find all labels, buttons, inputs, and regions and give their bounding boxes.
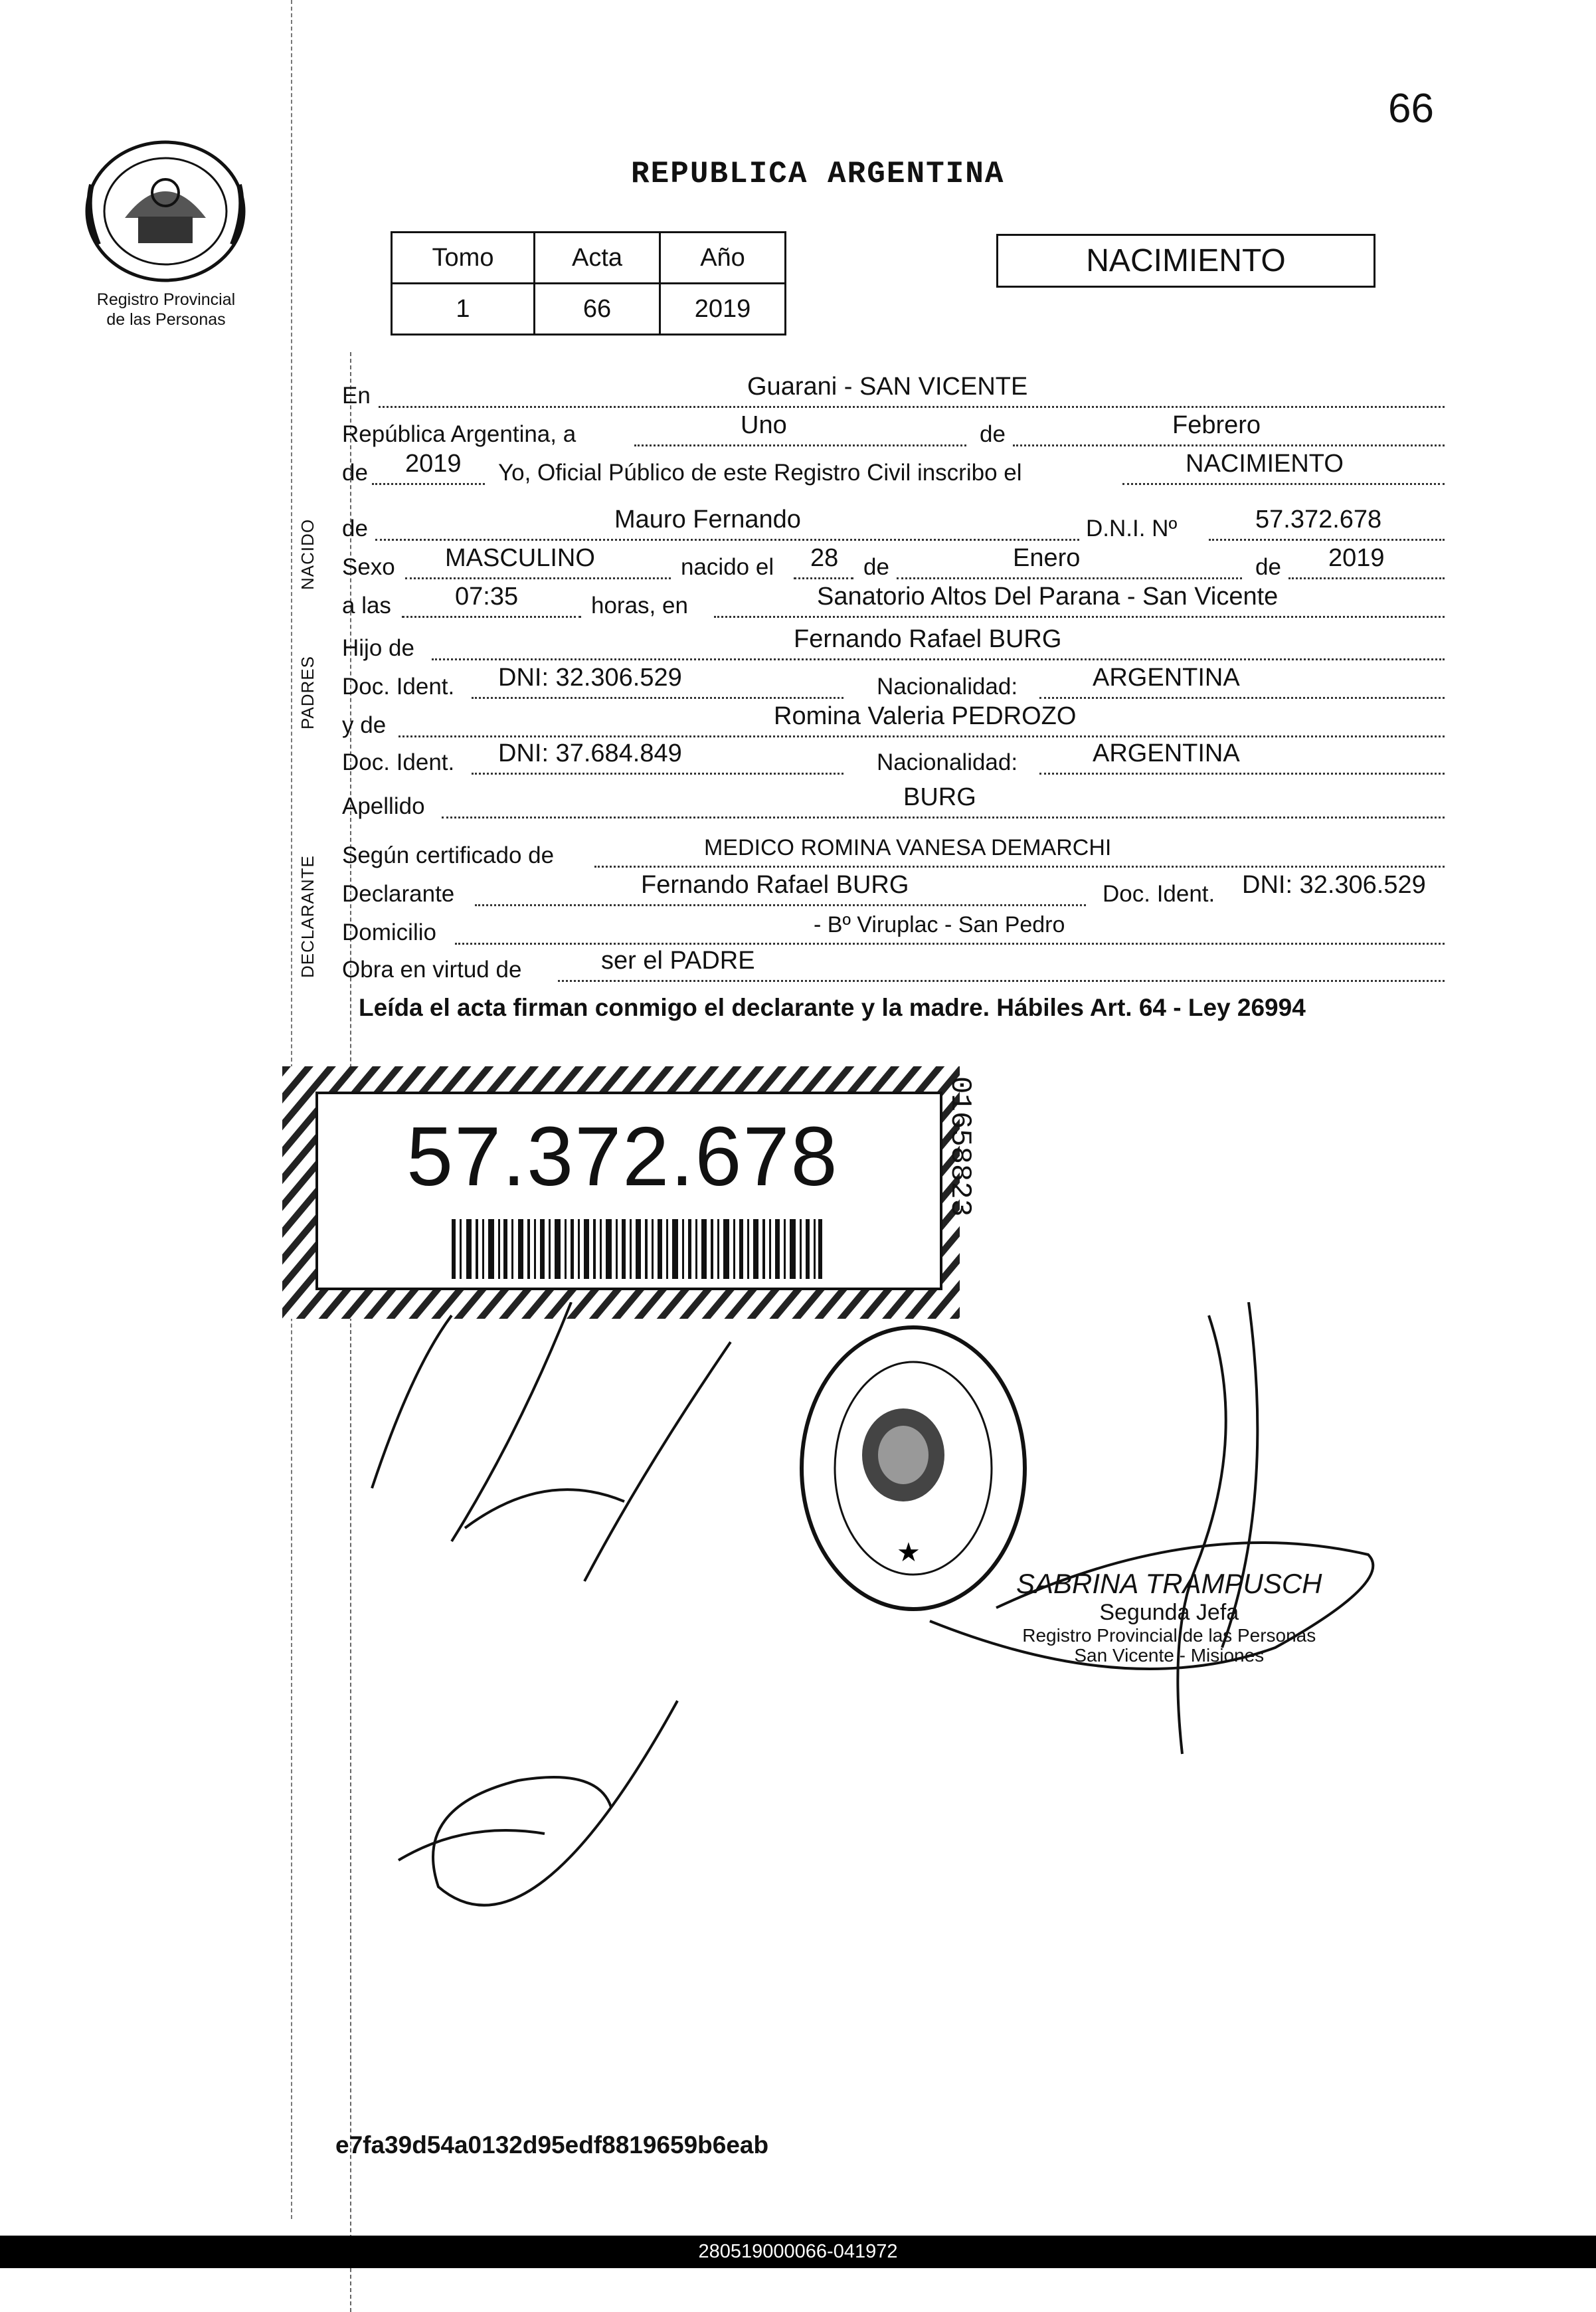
label-obra-en-virtud: Obra en virtud de [342,957,522,983]
label-dni: D.N.I. Nº [1086,516,1178,541]
label-de-5: de [1255,554,1281,580]
row-inscribo [342,449,1438,489]
value-certificado: MEDICO ROMINA VANESA DEMARCHI [704,835,1112,860]
value-sexo: MASCULINO [445,544,595,572]
value-tipo-inscripcion: NACIMIENTO [1186,450,1344,478]
row-sexo [342,543,1438,583]
label-horas-en: horas, en [591,593,688,619]
value-apellido: BURG [903,783,976,811]
value-nacionalidad-padre: ARGENTINA [1093,664,1240,692]
row-obra [342,946,1438,986]
label-en: En [342,383,371,409]
signatory-org-1: Registro Provincial de las Personas [1022,1625,1316,1646]
row-nombre [342,505,1438,545]
value-doc-padre: DNI: 32.306.529 [498,664,682,692]
signature-block [1016,1568,1322,1666]
value-obra: ser el PADRE [601,947,755,975]
header-anio: Año [660,233,786,284]
page-number: 66 [1388,86,1434,132]
section-label-padres: PADRES [298,656,317,729]
label-de-1: de [980,421,1006,447]
label-apellido: Apellido [342,793,425,819]
value-dia-nacimiento: 28 [810,544,839,572]
label-a-las: a las [342,593,391,619]
label-declarante: Declarante [342,881,455,907]
row-domicilio [342,909,1438,949]
closing-statement: Leída el acta firman conmigo el declarante y la madre. Hábiles Art. 64 - Ley 26994 [359,994,1306,1021]
record-table [391,231,786,336]
value-doc-declarante: DNI: 32.306.529 [1242,871,1426,899]
signatory-org-2: San Vicente - Misiones [1074,1645,1265,1666]
row-republica [342,411,1438,450]
label-de-2: de [342,460,368,486]
label-nacionalidad-2: Nacionalidad: [877,749,1018,775]
row-en [342,372,1438,412]
row-padre [342,625,1438,664]
dni-barcode [452,1219,824,1279]
country-title: REPUBLICA ARGENTINA [631,157,1005,191]
footer-code-bar: 280519000066-041972 [0,2236,1596,2268]
value-nacionalidad-madre: ARGENTINA [1093,739,1240,767]
label-inscribo: Yo, Oficial Público de este Registro Civil inscribo el [498,460,1022,486]
value-anio-inscripcion: 2019 [405,450,462,478]
value-declarante: Fernando Rafael BURG [641,871,909,899]
dni-serial-number: 01658823 [943,1076,976,1217]
svg-text:★: ★ [897,1538,921,1567]
value-mes: Febrero [1172,411,1261,439]
record-type-box: NACIMIENTO [996,234,1375,288]
label-de-3: de [342,516,368,541]
value-doc-madre: DNI: 37.684.849 [498,739,682,767]
provincia-misiones-seal-logo [78,138,252,290]
value-anio: 2019 [660,284,786,335]
label-doc-ident-2: Doc. Ident. [342,749,455,775]
value-lugar-nacimiento: Sanatorio Altos Del Parana - San Vicente [817,583,1279,611]
row-madre [342,702,1438,741]
label-hijo-de: Hijo de [342,635,414,661]
label-doc-ident-1: Doc. Ident. [342,674,455,700]
registry-label [66,290,266,330]
label-nacido-el: nacido el [681,554,774,580]
section-label-nacido: NACIDO [298,518,317,590]
value-dni: 57.372.678 [1255,506,1382,533]
label-y-de: y de [342,712,387,738]
row-doc-padre [342,663,1438,703]
row-declarante [342,870,1438,910]
value-nombre: Mauro Fernando [614,506,801,533]
document-hash: e7fa39d54a0132d95edf8819659b6eab [335,2131,769,2159]
label-segun-certificado: Según certificado de [342,842,555,868]
header-acta: Acta [535,233,660,284]
signatory-name: SABRINA TRAMPUSCH [1016,1568,1322,1599]
row-apellido [342,783,1438,822]
label-de-4: de [863,554,889,580]
registry-line-1: Registro Provincial [96,290,236,309]
value-lugar-inscripcion: Guarani - SAN VICENTE [747,373,1028,401]
dni-large-number: 57.372.678 [406,1109,839,1203]
signatory-role: Segunda Jefa [1099,1600,1239,1625]
label-republica: República Argentina, a [342,421,576,447]
label-domicilio: Domicilio [342,919,436,945]
row-doc-madre [342,739,1438,779]
value-acta: 66 [535,284,660,335]
value-hora: 07:35 [455,583,519,611]
label-sexo: Sexo [342,554,395,580]
header-tomo: Tomo [392,233,535,284]
value-mes-nacimiento: Enero [1013,544,1081,572]
value-dia: Uno [741,411,787,439]
value-anio-nacimiento: 2019 [1328,544,1385,572]
section-label-declarante: DECLARANTE [298,855,317,978]
registry-line-2: de las Personas [106,310,226,329]
value-domicilio: - Bº Viruplac - San Pedro [814,912,1065,937]
label-nacionalidad-1: Nacionalidad: [877,674,1018,700]
value-tomo: 1 [392,284,535,335]
row-hora [342,582,1438,622]
label-doc-ident-3: Doc. Ident. [1103,881,1215,907]
value-madre: Romina Valeria PEDROZO [774,702,1077,730]
value-padre: Fernando Rafael BURG [794,625,1062,653]
row-certificado [342,832,1438,872]
